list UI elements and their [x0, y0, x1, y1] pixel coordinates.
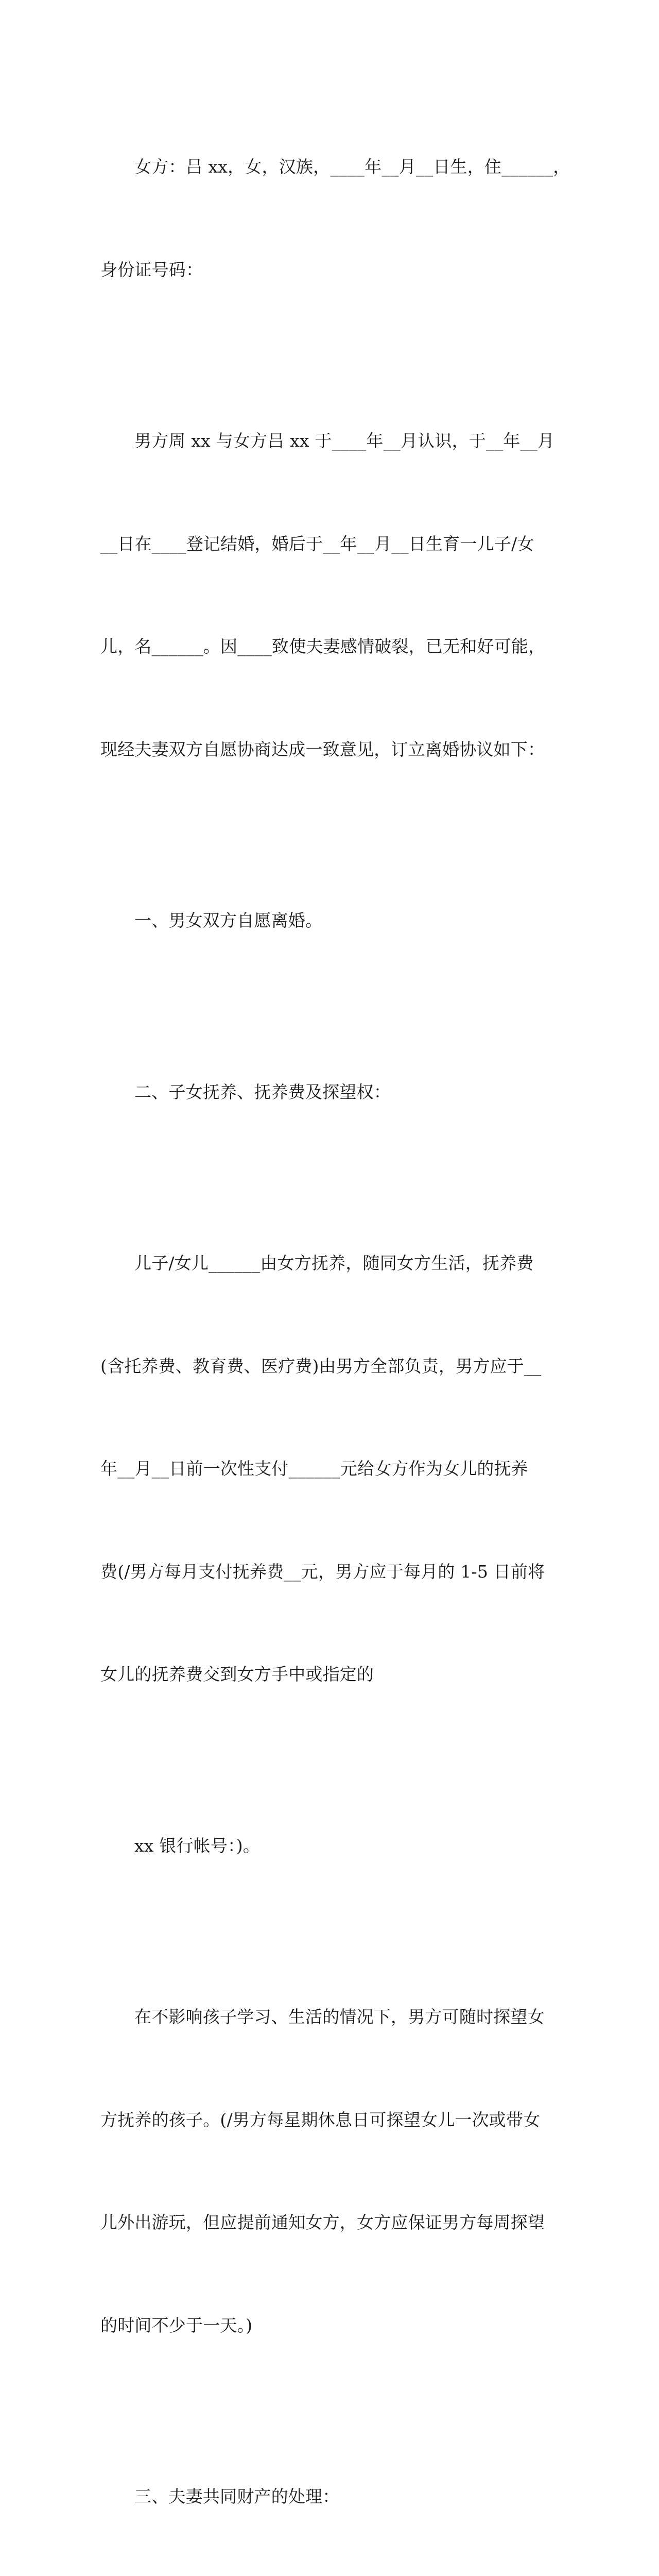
text-line: 二、子女抚养、抚养费及探望权： — [134, 1081, 391, 1102]
text-line: 现经夫妻双方自愿协商达成一致意见，订立离婚协议如下： — [100, 739, 545, 759]
section-one-heading — [100, 835, 564, 1007]
paragraph-child-support — [100, 1178, 564, 1760]
section-three-heading — [100, 2411, 564, 2576]
document-body — [100, 81, 570, 2576]
paragraph-bank-account — [100, 1760, 564, 1932]
text-line: 一、男女双方自愿离婚。 — [134, 910, 323, 930]
text-line: (含托养费、教育费、医疗费)由男方全部负责，男方应于__ — [100, 1355, 542, 1376]
paragraph-visitation — [100, 1931, 564, 2411]
paragraph-marriage-background — [100, 355, 564, 835]
text-line: 儿，名______。因____致使夫妻感情破裂，已无和好可能， — [100, 636, 546, 656]
text-line: 男方周 xx 与女方吕 xx 于____年__月认识，于__年__月 — [134, 431, 555, 451]
section-two-heading — [100, 1007, 564, 1178]
text-line: 儿外出游玩，但应提前通知女方，女方应保证男方每周探望 — [100, 2212, 545, 2232]
text-line: 费(/男方每月支付抚养费__元，男方应于每月的 1-5 日前将 — [100, 1561, 545, 1582]
text-line: xx 银行帐号：)。 — [134, 1835, 261, 1856]
text-line: __日在____登记结婚，婚后于__年__月__日生育一儿子/女 — [100, 533, 534, 554]
text-line: 女儿的抚养费交到女方手中或指定的 — [100, 1664, 374, 1684]
text-line: 年__月__日前一次性支付______元给女方作为女儿的抚养 — [100, 1459, 528, 1479]
paragraph-female-party — [100, 81, 570, 355]
text-line: 三、夫妻共同财产的处理： — [134, 2486, 340, 2506]
text-line: 女方：吕 xx，女，汉族，____年__月__日生，住______， — [134, 157, 570, 177]
text-line: 的时间不少于一天。) — [100, 2315, 253, 2335]
text-line: 儿子/女儿______由女方抚养，随同女方生活，抚养费 — [134, 1253, 534, 1273]
text-line: 在不影响孩子学习、生活的情况下，男方可随时探望女 — [134, 2007, 545, 2027]
text-line: 方抚养的孩子。(/男方每星期休息日可探望女儿一次或带女 — [100, 2109, 541, 2130]
text-line: 身份证号码： — [100, 259, 203, 280]
